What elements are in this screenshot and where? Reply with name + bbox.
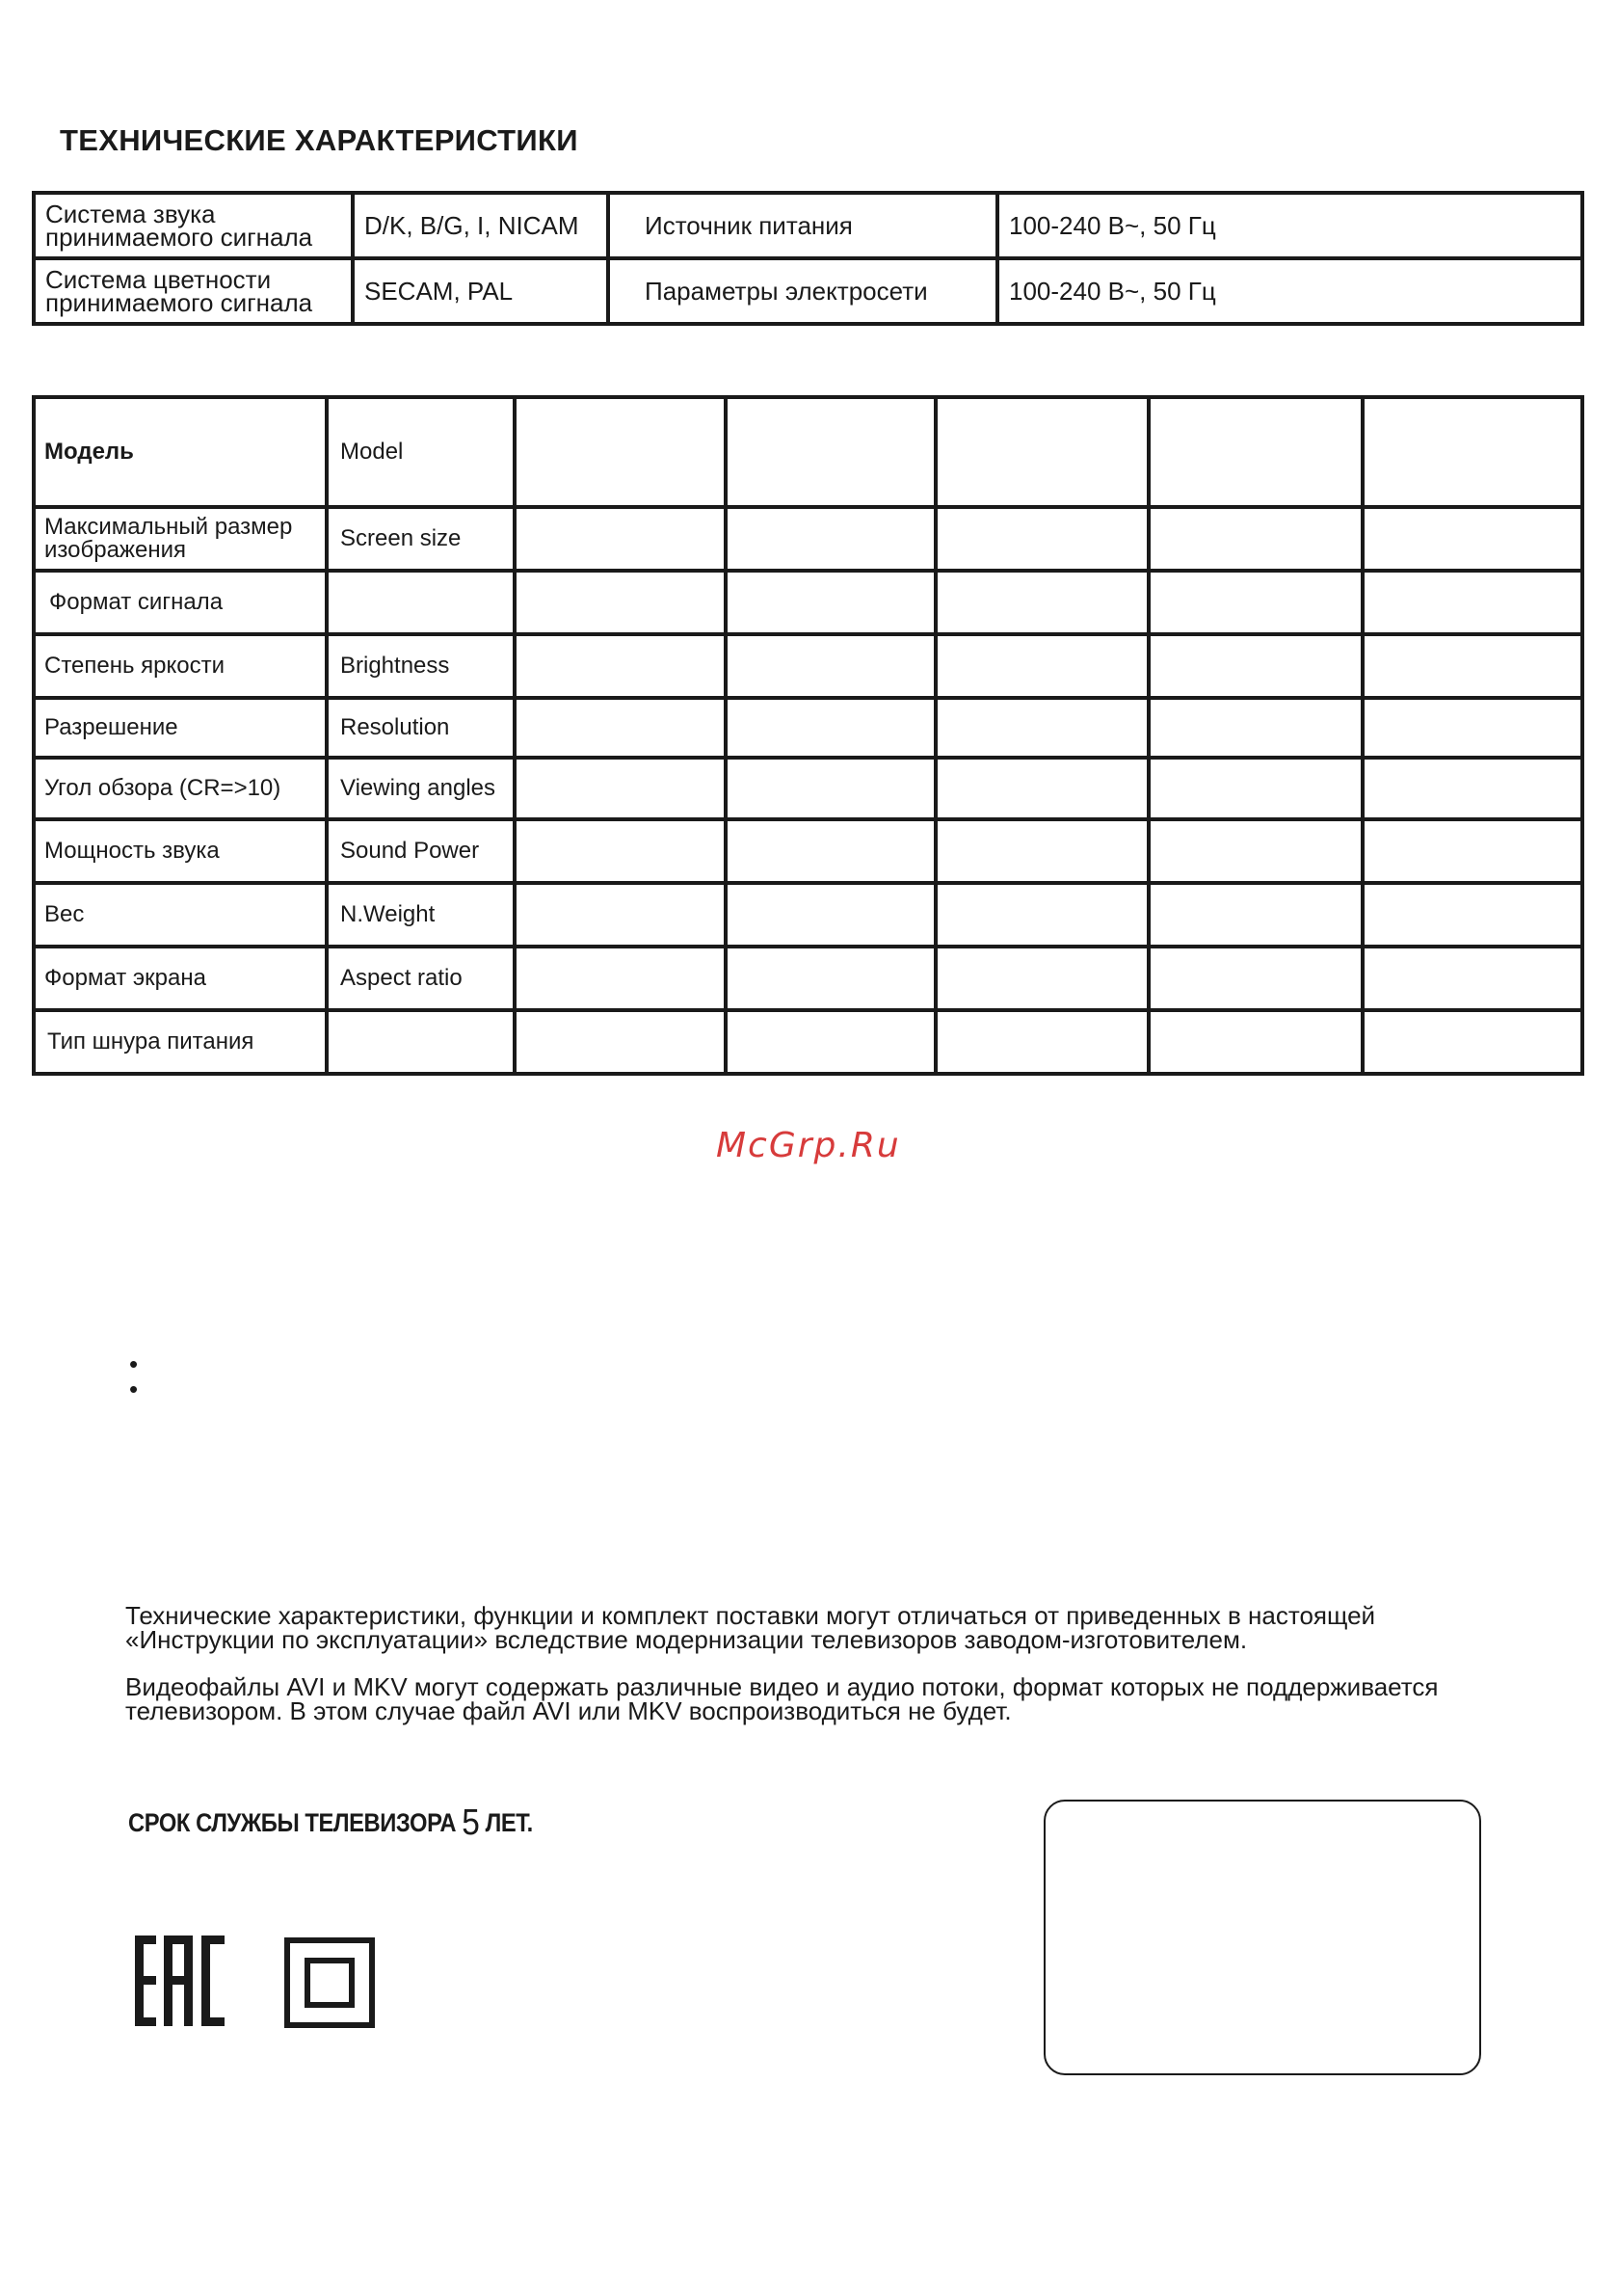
table-cell [936,507,1149,571]
table-cell [936,883,1149,947]
row-label-en: Brightness [327,634,515,698]
table-cell [936,698,1149,758]
row-label-ru: Разрешение [34,698,327,758]
row-label-ru: Тип шнура питания [34,1010,327,1074]
row-label-ru: Вес [34,883,327,947]
table-cell [726,634,936,698]
table-cell [1363,571,1582,634]
table-cell [726,819,936,883]
table-cell [1363,819,1582,883]
watermark: McGrp.Ru [716,1126,901,1165]
spec-label: Параметры электросети [608,258,997,324]
video-format-paragraph: Видеофайлы AVI и MKV могут содержать различные видео и аудио потоки, формат которых не поддерживается телевизором. В этом случае файл AVI или MKV воспроизводиться не будет. [125,1672,1439,1725]
table-row [34,1010,1582,1074]
bullet: • [129,1375,139,1403]
table-cell [515,571,726,634]
table-cell [1363,883,1582,947]
table-cell [1149,571,1363,634]
service-life-years: 5 [462,1802,480,1843]
table-row [34,819,1582,883]
table-cell [1149,819,1363,883]
table-cell [1149,883,1363,947]
seller-stamp-box [1044,1800,1481,2075]
spec-value: SECAM, PAL [353,258,608,324]
table-row [34,947,1582,1010]
table-cell [726,1010,936,1074]
signal-power-specs-table [32,191,1584,326]
table-cell [1363,698,1582,758]
table-cell [515,947,726,1010]
row-label-ru: Формат сигнала [34,571,327,634]
row-label-ru: Модель [34,397,327,507]
row-label-ru: Угол обзора (CR=>10) [34,758,327,819]
table-cell [1149,634,1363,698]
row-label-ru: Формат экрана [34,947,327,1010]
table-cell [1363,507,1582,571]
row-label-en [327,1010,515,1074]
row-label-ru: Максимальный размер изображения [34,507,327,571]
table-cell [515,634,726,698]
table-cell [1149,507,1363,571]
table-row [34,193,1582,258]
table-cell [936,758,1149,819]
table-cell [515,883,726,947]
table-cell [1149,758,1363,819]
table-cell [1149,947,1363,1010]
table-cell [936,634,1149,698]
table-row [34,634,1582,698]
double-insulation-icon [284,1937,375,2028]
model-specs-table [32,395,1584,1076]
table-cell [1363,634,1582,698]
row-label-en: N.Weight [327,883,515,947]
table-cell [1363,947,1582,1010]
table-cell [1149,397,1363,507]
spec-value: D/K, B/G, I, NICAM [353,193,608,258]
service-life-suffix: ЛЕТ. [485,1808,533,1837]
row-label-ru: Мощность звука [34,819,327,883]
table-row [34,571,1582,634]
page-title: ТЕХНИЧЕСКИЕ ХАРАКТЕРИСТИКИ [60,123,578,157]
eac-mark-icon [132,1933,228,2029]
table-row [34,507,1582,571]
row-label-en: Aspect ratio [327,947,515,1010]
table-cell [726,397,936,507]
table-cell [515,397,726,507]
table-cell [726,883,936,947]
row-label-en: Sound Power [327,819,515,883]
table-cell [1363,758,1582,819]
spec-label: Система звука принимаемого сигнала [34,193,353,258]
table-row [34,883,1582,947]
row-label-en [327,571,515,634]
table-row [34,258,1582,324]
table-cell [515,698,726,758]
table-cell [936,947,1149,1010]
table-cell [515,758,726,819]
row-label-en: Viewing angles [327,758,515,819]
row-label-ru: Степень яркости [34,634,327,698]
spec-value: 100-240 В~, 50 Гц [997,193,1582,258]
table-cell [1149,698,1363,758]
table-row [34,397,1582,507]
service-life-prefix: СРОК СЛУЖБЫ ТЕЛЕВИЗОРА [128,1808,457,1837]
table-cell [1363,397,1582,507]
service-life [128,1802,533,1844]
table-cell [1363,1010,1582,1074]
table-cell [515,819,726,883]
table-row [34,698,1582,758]
table-cell [936,397,1149,507]
row-label-en: Model [327,397,515,507]
table-cell [726,698,936,758]
disclaimer-paragraph: Технические характеристики, функции и комплект поставки могут отличаться от приведенных в настоящей «Инструкции по эксплуатации» вследствие модернизации телевизоров заводом-изготовителем. [125,1601,1376,1654]
table-cell [726,571,936,634]
row-label-en: Screen size [327,507,515,571]
table-cell [936,1010,1149,1074]
table-cell [515,507,726,571]
table-row [34,758,1582,819]
table-cell [515,1010,726,1074]
table-cell [726,507,936,571]
table-cell [726,758,936,819]
spec-label: Система цветности принимаемого сигнала [34,258,353,324]
spec-value: 100-240 В~, 50 Гц [997,258,1582,324]
spec-label: Источник питания [608,193,997,258]
bullet: • [129,1349,139,1378]
table-cell [726,947,936,1010]
table-cell [1149,1010,1363,1074]
table-cell [936,571,1149,634]
row-label-en: Resolution [327,698,515,758]
table-cell [936,819,1149,883]
